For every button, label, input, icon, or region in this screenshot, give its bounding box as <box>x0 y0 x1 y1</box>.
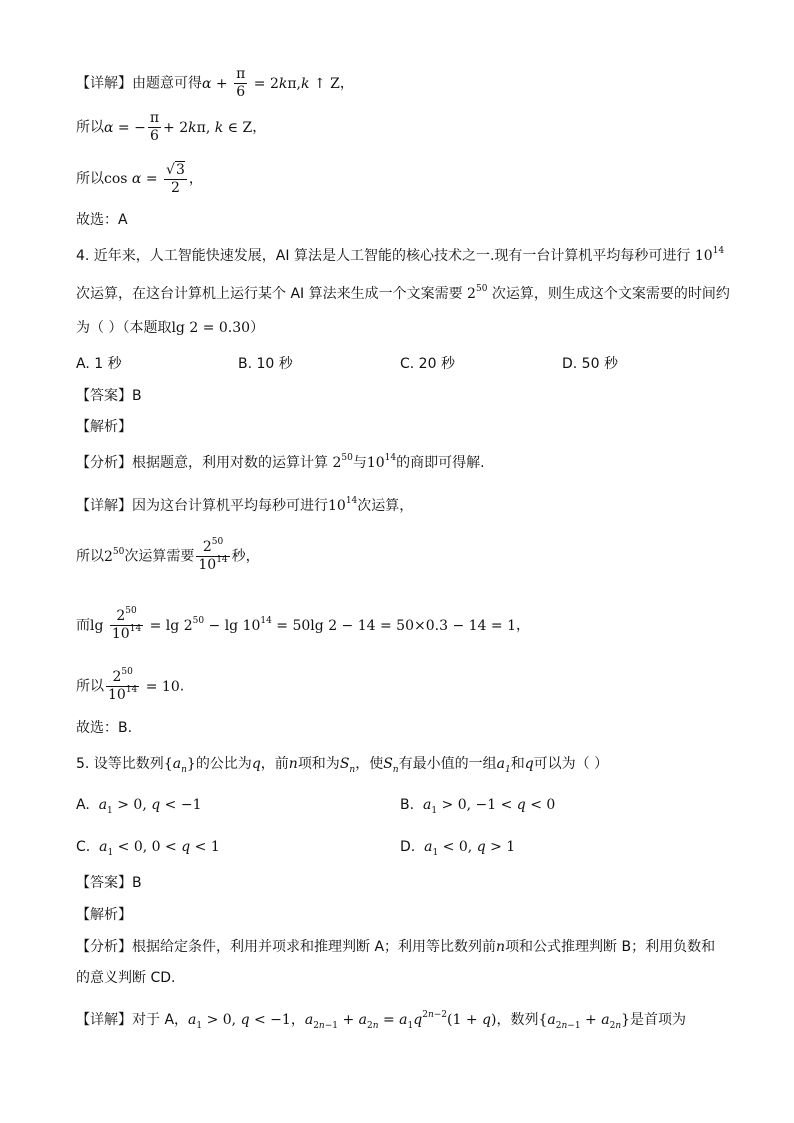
q5-option-d: D. $a_1 < 0$, q > 1 <box>400 839 516 858</box>
q4-stem-line2: 次运算，在这台计算机上运行某个 AI 算法来生成一个文案需要 $2^{50}$ 次运算，则生成这个文案需要的时间约 <box>76 284 730 302</box>
q4-detail-line1: 【详解】因为这台计算机平均每秒可进行$10^{14}$次运算， <box>76 496 414 514</box>
q4-option-d: D. 50 秒 <box>562 356 618 372</box>
q4-answer: 【答案】B <box>76 388 142 404</box>
formula: α + $\frac{\pi}{6}$ = 2kπ,k ↑ Z <box>202 66 340 100</box>
q5-fenxi-line1: 【分析】根据给定条件，利用并项求和推理判断 A；利用等比数列前n项和公式推理判断 B；利用负数和 <box>76 939 716 955</box>
answer-tag: 【答案】 <box>76 388 132 404</box>
q4-conclusion: 故选：B. <box>76 720 133 736</box>
formula: cos α = $\frac{√3}{2}$ <box>104 162 185 196</box>
q4-fenxi: 【分析】根据题意，利用对数的运算计算 $2^{50}$与$10^{14}$的商即可得解. <box>76 453 485 471</box>
q5-option-b: B. $a_1 > 0$, −1 < q < 0 <box>400 797 556 816</box>
q4-stem-line1: 4. 近年来，人工智能快速发展，AI 算法是人工智能的核心技术之一.现有一台计算机平均每秒可进行 $10^{14}$ <box>76 246 725 264</box>
q5-analysis-tag: 【解析】 <box>76 907 132 923</box>
q4-detail-line4: 所以 $\frac{2^{50}}{10^{14}}$ = 10. <box>76 667 185 703</box>
q4-stem-line3: 为（ ）（本题取lg 2 = 0.30） <box>76 320 265 336</box>
q4-option-a: A. 1 秒 <box>76 356 122 372</box>
q5-answer: 【答案】B <box>76 875 142 891</box>
q3-conclusion: 故选：A <box>76 212 128 228</box>
q4-detail-line3: 而lg $\frac{2^{50}}{10^{14}}$ = $\lg 2^{50} - \lg 10^{14} = 50\lg$ 2 − 14 = 50×0.3 − 14 = 1， <box>76 606 530 642</box>
q5-option-c: C. $a_1 < 0$, 0 < q < 1 <box>76 839 220 858</box>
detail-tag: 【详解】 <box>76 75 132 92</box>
q5-detail: 【详解】对于 A，$a_1 > 0$, q < −1，$a_{2n-1} + a_{2n} = a_1q^{2n-2}(1 + q)$，数列$\{a_{2n-1} + a_{2n}\}$是首项为 <box>76 1010 687 1031</box>
q5-fenxi-line2: 的意义判断 CD. <box>76 970 176 986</box>
q3-cos-line: 所以cos α = $\frac{√3}{2}$ ， <box>76 162 203 196</box>
q3-detail-line: 【详解】由题意可得α + $\frac{\pi}{6}$ = 2kπ,k ↑ Z， <box>76 66 354 100</box>
q4-detail-line2: 所以$2^{50}$次运算需要 $\frac{2^{50}}{10^{14}}$ 秒， <box>76 537 260 573</box>
q5-option-a: A. $a_1 > 0$, q < −1 <box>76 797 202 816</box>
q4-option-b: B. 10 秒 <box>238 356 293 372</box>
q4-option-c: C. 20 秒 <box>400 356 455 372</box>
q4-analysis-tag: 【解析】 <box>76 419 132 435</box>
q5-stem: 5. 设等比数列$\{a_n\}$的公比为q，前n项和为$S_n$，使$S_n$有最小值的一组$a_1$和q可以为（ ） <box>76 756 609 775</box>
q3-alpha-line: 所以α = − $\frac{\pi}{6}$ + 2kπ, k ∈ Z， <box>76 110 267 144</box>
formula: α = − $\frac{\pi}{6}$ + 2kπ, k ∈ Z <box>104 110 253 144</box>
